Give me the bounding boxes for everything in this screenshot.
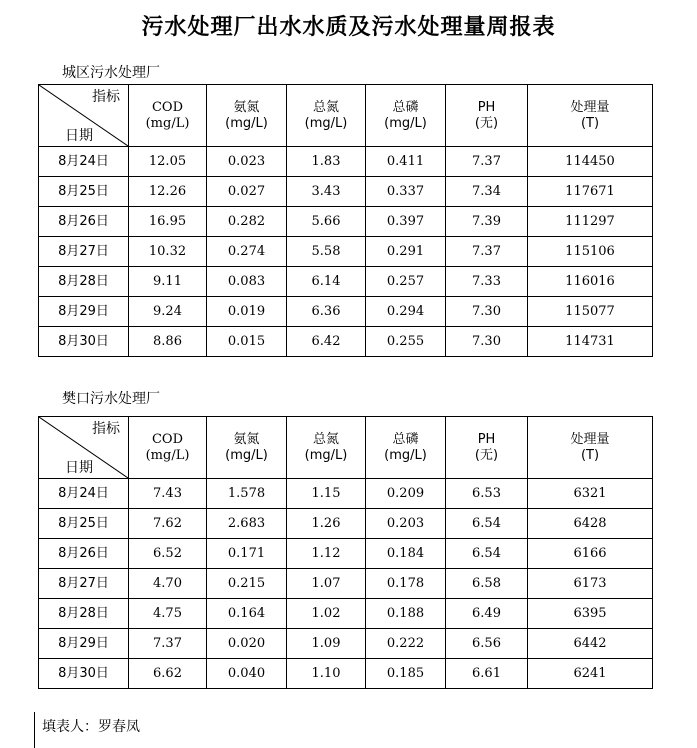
volume-cell: 114731 <box>528 327 653 357</box>
ph-cell: 6.56 <box>446 629 528 659</box>
ph-cell: 7.30 <box>446 297 528 327</box>
table-row <box>39 539 653 569</box>
total-nitrogen-cell: 5.66 <box>287 207 366 237</box>
cod-cell: 9.24 <box>129 297 207 327</box>
indicator-label: 指标 <box>92 89 120 105</box>
header-volume: 处理量 (T) <box>528 85 653 147</box>
water-quality-table-chengqu <box>38 84 653 357</box>
total-phosphorus-cell: 0.411 <box>366 147 446 177</box>
total-nitrogen-cell: 1.09 <box>287 629 366 659</box>
diagonal-header-cell <box>39 85 129 147</box>
total-nitrogen-cell: 1.83 <box>287 147 366 177</box>
table-row <box>39 659 653 689</box>
total-phosphorus-cell: 0.185 <box>366 659 446 689</box>
ammonia-cell: 0.020 <box>207 629 287 659</box>
volume-cell: 111297 <box>528 207 653 237</box>
cod-cell: 6.52 <box>129 539 207 569</box>
date-cell: 8月30日 <box>39 659 129 689</box>
table-row <box>39 147 653 177</box>
cod-cell: 9.11 <box>129 267 207 297</box>
table-row <box>39 267 653 297</box>
cod-cell: 7.62 <box>129 509 207 539</box>
volume-cell: 6442 <box>528 629 653 659</box>
table-row <box>39 479 653 509</box>
date-cell: 8月29日 <box>39 297 129 327</box>
total-phosphorus-cell: 0.294 <box>366 297 446 327</box>
volume-cell: 117671 <box>528 177 653 207</box>
header-total-nitrogen: 总氮 (mg/L) <box>287 85 366 147</box>
ammonia-cell: 0.040 <box>207 659 287 689</box>
cod-cell: 7.43 <box>129 479 207 509</box>
cod-cell: 8.86 <box>129 327 207 357</box>
total-phosphorus-cell: 0.222 <box>366 629 446 659</box>
ammonia-cell: 0.282 <box>207 207 287 237</box>
ammonia-cell: 0.027 <box>207 177 287 207</box>
header-ph: PH (无) <box>446 417 528 479</box>
ammonia-cell: 0.215 <box>207 569 287 599</box>
date-cell: 8月28日 <box>39 267 129 297</box>
table-row <box>39 569 653 599</box>
date-cell: 8月29日 <box>39 629 129 659</box>
indicator-label: 指标 <box>92 421 120 437</box>
total-phosphorus-cell: 0.255 <box>366 327 446 357</box>
date-cell: 8月24日 <box>39 147 129 177</box>
total-nitrogen-cell: 5.58 <box>287 237 366 267</box>
total-phosphorus-cell: 0.203 <box>366 509 446 539</box>
volume-cell: 6166 <box>528 539 653 569</box>
header-cod: COD (mg/L) <box>129 85 207 147</box>
table-row <box>39 629 653 659</box>
ph-cell: 7.37 <box>446 237 528 267</box>
ph-cell: 6.49 <box>446 599 528 629</box>
total-phosphorus-cell: 0.337 <box>366 177 446 207</box>
table-row <box>39 599 653 629</box>
volume-cell: 6321 <box>528 479 653 509</box>
ammonia-cell: 0.171 <box>207 539 287 569</box>
filled-by-label: 填表人：罗春凤 <box>42 719 140 735</box>
date-cell: 8月30日 <box>39 327 129 357</box>
ph-cell: 6.61 <box>446 659 528 689</box>
cod-cell: 7.37 <box>129 629 207 659</box>
ph-cell: 6.58 <box>446 569 528 599</box>
volume-cell: 6395 <box>528 599 653 629</box>
table-header-row <box>39 85 653 147</box>
total-phosphorus-cell: 0.397 <box>366 207 446 237</box>
ammonia-cell: 1.578 <box>207 479 287 509</box>
ph-cell: 7.37 <box>446 147 528 177</box>
ammonia-cell: 0.015 <box>207 327 287 357</box>
total-phosphorus-cell: 0.184 <box>366 539 446 569</box>
table-row <box>39 177 653 207</box>
date-cell: 8月28日 <box>39 599 129 629</box>
total-nitrogen-cell: 6.14 <box>287 267 366 297</box>
total-phosphorus-cell: 0.209 <box>366 479 446 509</box>
table-row <box>39 509 653 539</box>
total-nitrogen-cell: 1.12 <box>287 539 366 569</box>
ammonia-cell: 0.274 <box>207 237 287 267</box>
table-row <box>39 237 653 267</box>
total-phosphorus-cell: 0.291 <box>366 237 446 267</box>
table-body <box>39 417 653 689</box>
volume-cell: 6241 <box>528 659 653 689</box>
ph-cell: 7.30 <box>446 327 528 357</box>
report-title: 污水处理厂出水水质及污水处理量周报表 <box>141 15 556 40</box>
date-label: 日期 <box>65 460 93 476</box>
ammonia-cell: 2.683 <box>207 509 287 539</box>
total-phosphorus-cell: 0.178 <box>366 569 446 599</box>
total-nitrogen-cell: 1.10 <box>287 659 366 689</box>
water-quality-table-fankou <box>38 416 653 689</box>
cod-cell: 4.75 <box>129 599 207 629</box>
date-cell: 8月26日 <box>39 539 129 569</box>
total-nitrogen-cell: 3.43 <box>287 177 366 207</box>
footer-divider <box>34 712 35 748</box>
ph-cell: 6.54 <box>446 509 528 539</box>
header-total-phosphorus: 总磷 (mg/L) <box>366 85 446 147</box>
total-nitrogen-cell: 1.02 <box>287 599 366 629</box>
plant-name-chengqu: 城区污水处理厂 <box>62 65 160 81</box>
volume-cell: 115106 <box>528 237 653 267</box>
ph-cell: 6.54 <box>446 539 528 569</box>
header-total-phosphorus: 总磷 (mg/L) <box>366 417 446 479</box>
diagonal-header-cell <box>39 417 129 479</box>
ammonia-cell: 0.083 <box>207 267 287 297</box>
header-cod: COD (mg/L) <box>129 417 207 479</box>
volume-cell: 114450 <box>528 147 653 177</box>
date-cell: 8月25日 <box>39 177 129 207</box>
total-phosphorus-cell: 0.188 <box>366 599 446 629</box>
ph-cell: 6.53 <box>446 479 528 509</box>
cod-cell: 12.05 <box>129 147 207 177</box>
header-total-nitrogen: 总氮 (mg/L) <box>287 417 366 479</box>
total-nitrogen-cell: 6.42 <box>287 327 366 357</box>
date-cell: 8月24日 <box>39 479 129 509</box>
cod-cell: 16.95 <box>129 207 207 237</box>
cod-cell: 4.70 <box>129 569 207 599</box>
volume-cell: 115077 <box>528 297 653 327</box>
ph-cell: 7.34 <box>446 177 528 207</box>
ammonia-cell: 0.164 <box>207 599 287 629</box>
header-volume: 处理量 (T) <box>528 417 653 479</box>
date-cell: 8月25日 <box>39 509 129 539</box>
date-cell: 8月27日 <box>39 569 129 599</box>
total-nitrogen-cell: 1.07 <box>287 569 366 599</box>
total-phosphorus-cell: 0.257 <box>366 267 446 297</box>
cod-cell: 12.26 <box>129 177 207 207</box>
total-nitrogen-cell: 1.26 <box>287 509 366 539</box>
date-label: 日期 <box>65 128 93 144</box>
table-header-row <box>39 417 653 479</box>
table-body <box>39 85 653 357</box>
plant-name-fankou: 樊口污水处理厂 <box>62 391 160 407</box>
header-ammonia: 氨氮 (mg/L) <box>207 85 287 147</box>
ph-cell: 7.33 <box>446 267 528 297</box>
total-nitrogen-cell: 1.15 <box>287 479 366 509</box>
cod-cell: 10.32 <box>129 237 207 267</box>
date-cell: 8月26日 <box>39 207 129 237</box>
volume-cell: 6428 <box>528 509 653 539</box>
table-row <box>39 327 653 357</box>
header-ph: PH (无) <box>446 85 528 147</box>
ammonia-cell: 0.019 <box>207 297 287 327</box>
total-nitrogen-cell: 6.36 <box>287 297 366 327</box>
table-row <box>39 207 653 237</box>
table-row <box>39 297 653 327</box>
volume-cell: 116016 <box>528 267 653 297</box>
ammonia-cell: 0.023 <box>207 147 287 177</box>
volume-cell: 6173 <box>528 569 653 599</box>
date-cell: 8月27日 <box>39 237 129 267</box>
ph-cell: 7.39 <box>446 207 528 237</box>
cod-cell: 6.62 <box>129 659 207 689</box>
header-ammonia: 氨氮 (mg/L) <box>207 417 287 479</box>
